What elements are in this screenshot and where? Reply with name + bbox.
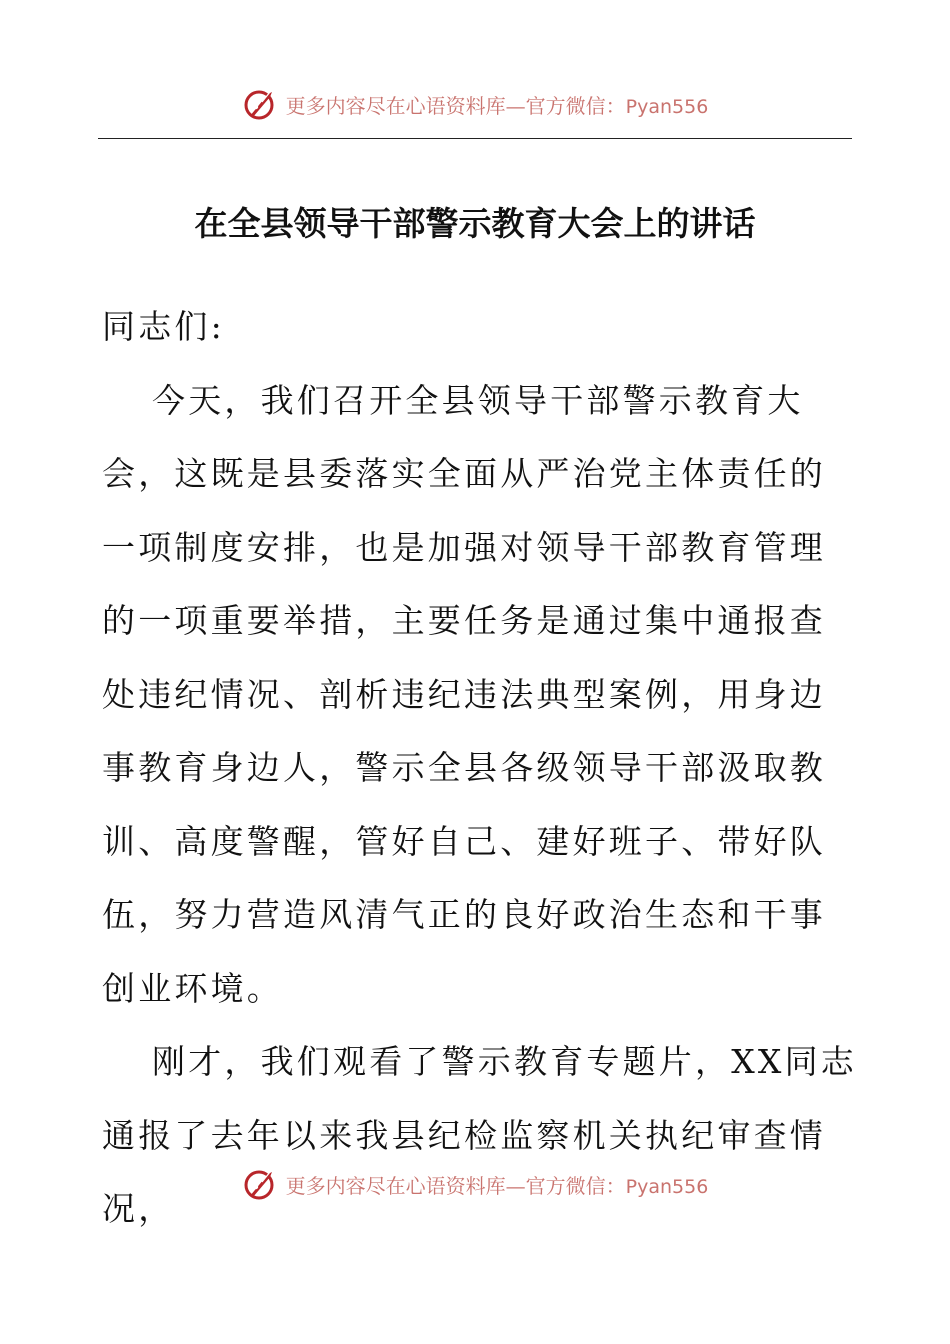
header-brand-label: 更多内容尽在心语资料库—官方微信： — [285, 93, 626, 118]
salutation: 同志们: — [102, 307, 225, 346]
quill-pen-logo-icon — [242, 86, 278, 122]
header-brand-text — [286, 90, 709, 119]
header-wechat-id: Pyan556 — [625, 95, 709, 118]
footer-wechat-id: Pyan556 — [625, 1175, 709, 1198]
footer-brand-label: 更多内容尽在心语资料库—官方微信： — [285, 1173, 626, 1198]
quill-pen-logo-icon — [242, 1166, 278, 1202]
footer-brand-text — [286, 1170, 709, 1199]
document-body — [102, 290, 862, 1246]
header-divider — [98, 138, 852, 139]
paragraph-1: 今天，我们召开全县领导干部警示教育大会，这既是县委落实全面从严治党主体责任的一项制度安排，也是加强对领导干部教育管理的一项重要举措，主要任务是通过集中通报查处违纪情况、剖析违纪违法典型案例，用身边事教育身边人，警示全县各级领导干部汲取教训、高度警醒，管好自己、建好班子、带好队伍，努力营造风清气正的良好政治生态和干事创业环境。 — [102, 380, 826, 1008]
footer-watermark — [0, 1162, 950, 1206]
paragraph-2: 刚才，我们观看了警示教育专题片，XX同志通报了去年以来我县纪检监察机关执纪审查情况， — [102, 1042, 857, 1228]
header-watermark — [0, 82, 950, 126]
document-title: 在全县领导干部警示教育大会上的讲话 — [194, 204, 756, 243]
